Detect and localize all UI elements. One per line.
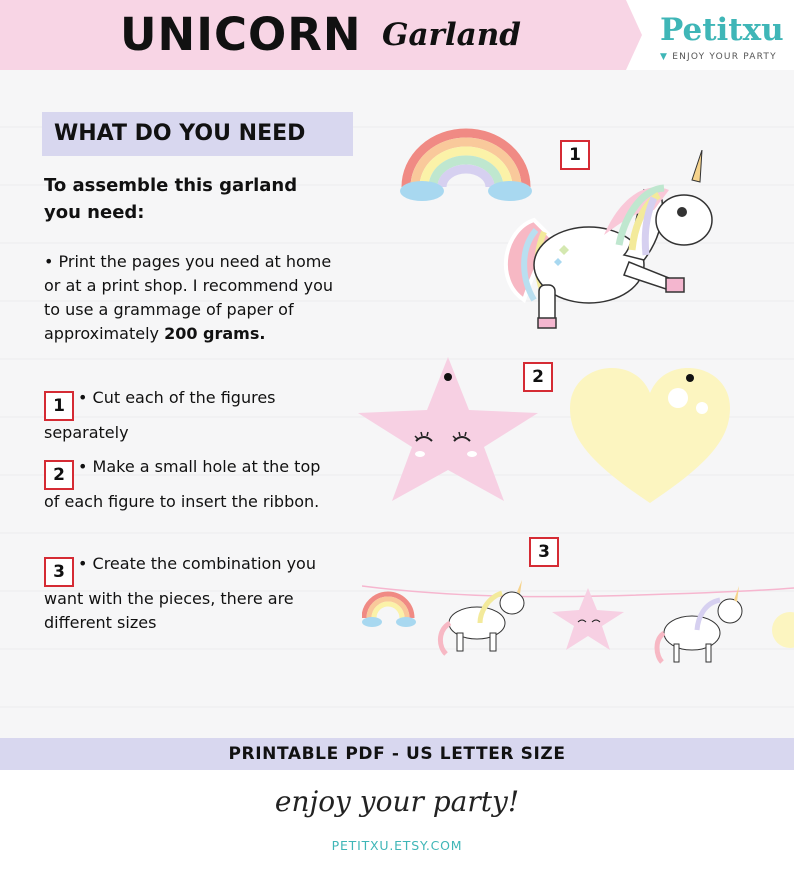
page-title: UNICORN	[120, 8, 362, 61]
intro-text: To assemble this garland you need:	[44, 175, 298, 223]
logo-text: Petitxu	[660, 12, 784, 48]
logo-tagline	[660, 52, 780, 62]
step-1	[44, 386, 334, 445]
illustration-label-3: 3	[529, 537, 559, 567]
illustration-label-2: 2	[523, 362, 553, 392]
star-icon	[356, 355, 541, 503]
brand-logo	[660, 12, 784, 62]
page-title-script: Garland	[382, 17, 521, 53]
step-1-text: • Cut each of the figures separately	[44, 388, 276, 442]
etsy-link[interactable]: PETITXU.ETSY.COM	[331, 838, 463, 853]
illustration-label-1: 1	[560, 140, 590, 170]
print-text: • Print the pages you need at home or at a print shop. I recommend you to use a grammage of paper of approximately	[44, 252, 334, 343]
heart-icon	[570, 368, 730, 508]
enjoy-tagline: enjoy your party!	[274, 785, 520, 818]
step-number-1: 1	[44, 391, 74, 421]
step-3	[44, 552, 334, 635]
step-number-3: 3	[44, 557, 74, 587]
step-3-text: • Create the combination you want with the pieces, there are different sizes	[44, 554, 316, 632]
logo-tagline-text: ENJOY YOUR PARTY	[672, 52, 777, 62]
format-strip: PRINTABLE PDF - US LETTER SIZE	[0, 738, 794, 770]
triangle-icon: ▼	[660, 52, 669, 62]
step-number-2: 2	[44, 460, 74, 490]
garland-illustration	[362, 578, 794, 668]
print-bold: 200 grams.	[164, 324, 266, 343]
section-heading: WHAT DO YOU NEED	[42, 112, 353, 156]
print-instructions	[44, 250, 334, 346]
step-2	[44, 455, 334, 514]
unicorn-icon	[494, 150, 724, 340]
step-2-text: • Make a small hole at the top of each figure to insert the ribbon.	[44, 457, 321, 511]
